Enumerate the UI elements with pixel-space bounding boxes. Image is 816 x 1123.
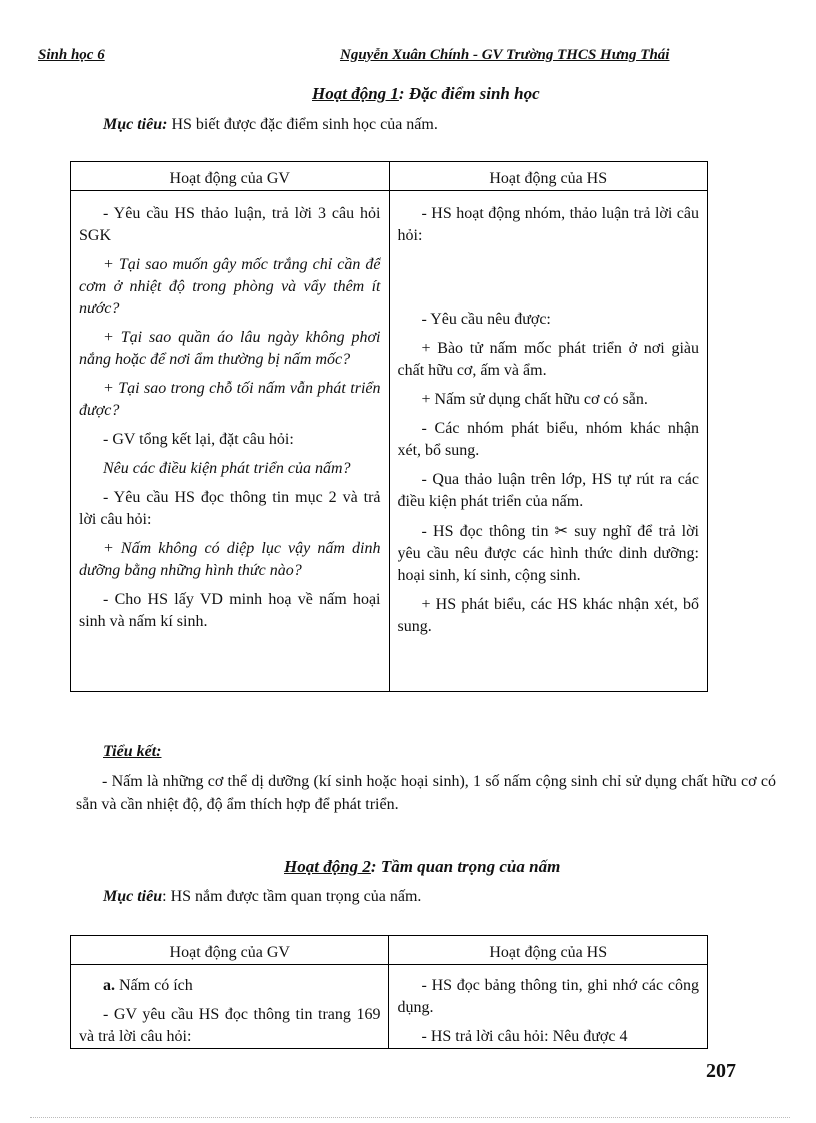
activity1-col-hs: Hoạt động của HS <box>389 162 708 191</box>
gv-paragraph: - Yêu cầu HS thảo luận, trả lời 3 câu hỏi SGK <box>79 205 381 244</box>
hs-paragraph: + HS phát biểu, các HS khác nhận xét, bổ sung. <box>397 596 699 635</box>
hs-paragraph: - Các nhóm phát biểu, nhóm khác nhận xét, bổ sung. <box>397 420 699 459</box>
activity1-table-header <box>71 162 708 191</box>
activity1-title-label: Hoạt động 1 <box>312 84 399 103</box>
gv-question: + Tại sao muốn gây mốc trắng chỉ cần để cơm ở nhiệt độ trong phòng và vẩy thêm ít nước? <box>79 256 381 317</box>
activity2-table-row <box>71 965 708 1049</box>
activity2-hs-cell <box>389 965 708 1049</box>
gv-heading-a-letter: a. <box>103 977 115 994</box>
activity1-objective <box>103 116 438 134</box>
gv-paragraph: - Yêu cầu HS đọc thông tin mục 2 và trả lời câu hỏi: <box>79 489 381 528</box>
activity1-title-text: : Đặc điểm sinh học <box>398 84 540 103</box>
gv-paragraph: - GV yêu cầu HS đọc thông tin trang 169 và trả lời câu hỏi: <box>79 1006 381 1045</box>
gv-paragraph: - Cho HS lấy VD minh hoạ về nấm hoại sinh và nấm kí sinh. <box>79 591 381 630</box>
hs-paragraph: + Bào tử nấm mốc phát triển ở nơi giàu chất hữu cơ, ấm và ẩm. <box>397 340 699 379</box>
activity1-col-gv: Hoạt động của GV <box>71 162 390 191</box>
gv-heading-a-text: Nấm có ích <box>115 977 193 994</box>
activity1-table-row <box>71 191 708 692</box>
activity2-table-header <box>71 936 708 965</box>
hs-read-before: - HS đọc thông tin <box>421 523 555 540</box>
activity2-col-hs: Hoạt động của HS <box>389 936 708 965</box>
hs-paragraph-read <box>398 520 700 587</box>
activity2-objective-text: : HS nắm được tầm quan trọng của nấm. <box>162 888 422 905</box>
summary-title: Tiểu kết: <box>103 743 162 760</box>
activity2-title-label: Hoạt động 2 <box>284 857 371 876</box>
header-author: Nguyễn Xuân Chính - GV Trường THCS Hưng Thái <box>340 47 670 63</box>
activity2-objective-label: Mục tiêu <box>103 888 163 905</box>
activity1-objective-label: Mục tiêu: <box>103 116 168 133</box>
gv-question: + Nấm không có diệp lục vậy nấm dinh dưỡng bằng những hình thức nào? <box>79 540 381 579</box>
hs-paragraph: - Qua thảo luận trên lớp, HS tự rút ra các điều kiện phát triển của nấm. <box>397 471 699 510</box>
activity2-title <box>284 857 560 877</box>
activity1-table <box>70 161 708 692</box>
gv-paragraph: - GV tổng kết lại, đặt câu hỏi: <box>103 431 294 448</box>
summary-text: - Nấm là những cơ thể dị dưỡng (kí sinh hoặc hoại sinh), 1 số nấm cộng sinh chỉ sử dụng chất hữu cơ có sẵn và cần nhiệt độ, độ ẩm thích hợp để phát triển. <box>76 773 776 813</box>
header-subject: Sinh học 6 <box>38 47 105 63</box>
activity2-table <box>70 935 708 1049</box>
gv-question: Nêu các điều kiện phát triển của nấm? <box>103 460 351 477</box>
hs-read-after: suy nghĩ để trả lời yêu cầu nêu được các hình thức dinh dưỡng: hoại sinh, kí sinh, cộng sinh. <box>397 523 699 584</box>
page-number: 207 <box>706 1060 736 1082</box>
gv-heading-a <box>79 975 380 997</box>
scissors-icon: ✂ <box>554 521 569 540</box>
hs-paragraph: - HS đọc bảng thông tin, ghi nhớ các công dụng. <box>397 977 699 1016</box>
activity1-title <box>312 84 540 104</box>
page-bottom-divider <box>30 1117 790 1118</box>
activity1-gv-cell <box>71 191 390 692</box>
activity2-objective <box>103 888 421 906</box>
activity2-col-gv: Hoạt động của GV <box>71 936 389 965</box>
hs-paragraph: - Yêu cầu nêu được: <box>421 311 551 328</box>
hs-paragraph: - HS trả lời câu hỏi: Nêu được 4 <box>421 1028 628 1045</box>
gv-question: + Tại sao quần áo lâu ngày không phơi nắng hoặc để nơi ẩm thường bị nấm mốc? <box>79 329 381 368</box>
activity1-hs-cell <box>389 191 708 692</box>
activity2-gv-cell <box>71 965 389 1049</box>
hs-paragraph: - HS hoạt động nhóm, thảo luận trả lời câu hỏi: <box>397 205 699 244</box>
activity1-objective-text: HS biết được đặc điểm sinh học của nấm. <box>167 116 438 133</box>
activity2-title-text: : Tầm quan trọng của nấm <box>370 857 561 876</box>
gv-question: + Tại sao trong chỗ tối nấm vẫn phát triển được? <box>79 380 381 419</box>
hs-paragraph: + Nấm sử dụng chất hữu cơ có sẵn. <box>421 391 648 408</box>
